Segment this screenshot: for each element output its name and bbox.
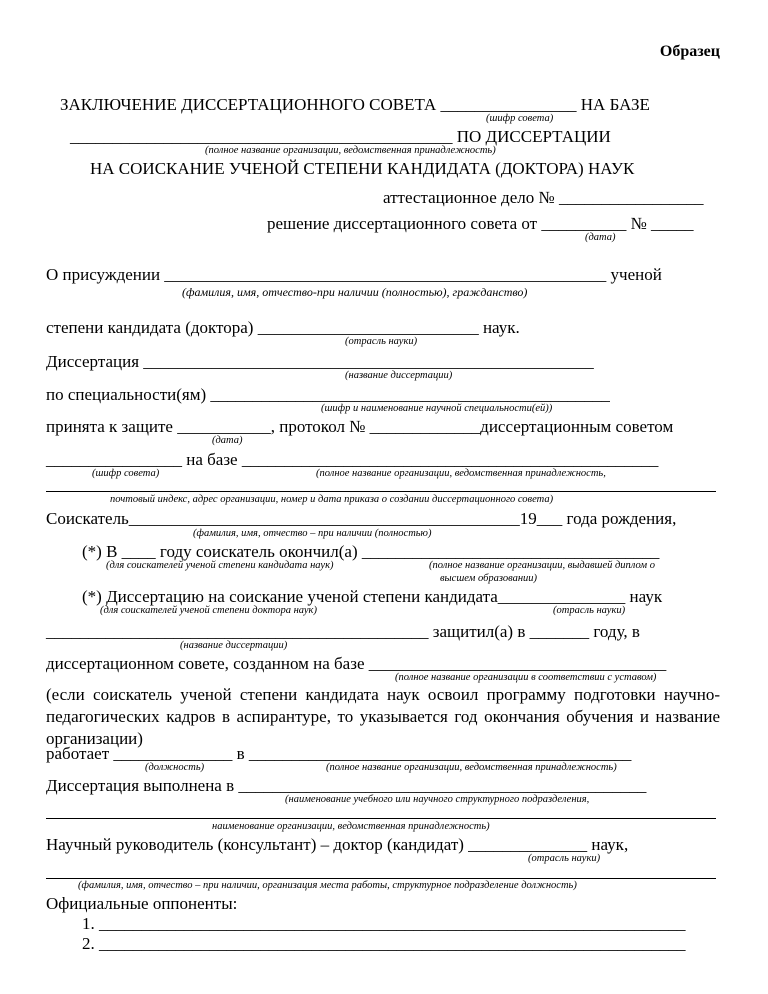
- title-line-2: _____________________________________________ ПО ДИССЕРТАЦИИ: [70, 127, 611, 146]
- caption-specialty: (шифр и наименование научной специальности(ей)): [321, 403, 553, 414]
- caption-science-branch-3: (отрасль науки): [528, 853, 601, 864]
- applicant-line: Соискатель______________________________________________19___ года рождения,: [46, 509, 677, 528]
- caption-dissertation-title: (название диссертации): [345, 370, 453, 381]
- award-line: О присуждении ____________________________________________________ ученой: [46, 265, 662, 284]
- accepted-line: принята к защите ___________, протокол № _____________диссертационным советом: [46, 417, 674, 436]
- works-line: работает ______________ в _____________________________________________: [46, 744, 632, 763]
- caption-diploma-org: (полное название организации, выдавшей диплом о: [429, 560, 655, 571]
- caption-supervisor-details: (фамилия, имя, отчество – при наличии, организация места работы, структурное подразделение должность): [78, 880, 577, 891]
- opponents-heading: Официальные оппоненты:: [46, 894, 238, 913]
- caption-science-branch-2: (отрасль науки): [553, 605, 626, 616]
- divider: [46, 491, 716, 492]
- council-decision-line: решение диссертационного совета от __________ № _____: [267, 214, 694, 233]
- caption-org-charter: (полное название организации в соответствии с уставом): [395, 672, 657, 683]
- caption-higher-education: высшем образовании): [440, 573, 538, 584]
- postgraduate-note-paragraph: (если соискатель ученой степени кандидата наук освоил программу подготовки научно-педагогических кадров в аспирантуре, то указывается год окончания обучения и название организации): [46, 685, 720, 748]
- title-line-3: НА СОИСКАНИЕ УЧЕНОЙ СТЕПЕНИ КАНДИДАТА (ДОКТОРА) НАУК: [90, 159, 635, 178]
- caption-org-name-2: (полное название организации, ведомственная принадлежность,: [316, 468, 606, 479]
- caption-applicant-name: (фамилия, имя, отчество – при наличии (полностью): [193, 528, 432, 539]
- sample-label: Образец: [659, 43, 720, 60]
- caption-org-affiliation: наименование организации, ведомственная принадлежность): [212, 821, 490, 832]
- specialty-line: по специальности(ям) _______________________________________________: [46, 385, 610, 404]
- supervisor-line: Научный руководитель (консультант) – доктор (кандидат) ______________ наук,: [46, 835, 629, 854]
- council-base-line: ________________ на базе _________________________________________________: [46, 450, 659, 469]
- opponent-2-line: 2. _____________________________________________________________________: [82, 934, 686, 953]
- caption-candidate-note: (для соискателей ученой степени кандидата наук): [106, 560, 334, 571]
- caption-org-name-3: (полное название организации, ведомственная принадлежность): [326, 762, 617, 773]
- graduation-line: (*) В ____ году соискатель окончил(а) ___________________________________: [82, 542, 660, 561]
- caption-address-order: почтовый индекс, адрес организации, номер и дата приказа о создании диссертационного совета): [110, 494, 554, 505]
- caption-council-code-2: (шифр совета): [92, 468, 160, 479]
- caption-doctor-note: (для соискателей ученой степени доктора наук): [100, 605, 317, 616]
- caption-org-name: (полное название организации, ведомственная принадлежность): [205, 145, 496, 156]
- dissertation-line: Диссертация _____________________________________________________: [46, 352, 594, 371]
- opponent-1-line: 1. _____________________________________________________________________: [82, 914, 686, 933]
- title-line-1: ЗАКЛЮЧЕНИЕ ДИССЕРТАЦИОННОГО СОВЕТА ________________ НА БАЗЕ: [60, 95, 650, 114]
- caption-dissertation-title-2: (название диссертации): [180, 640, 288, 651]
- caption-accepted-date: (дата): [212, 435, 243, 446]
- divider: [46, 818, 716, 819]
- degree-line: степени кандидата (доктора) __________________________ наук.: [46, 318, 520, 337]
- defended-line: _____________________________________________ защитил(а) в _______ году, в: [46, 622, 640, 641]
- caption-council-code: (шифр совета): [486, 113, 554, 124]
- caption-fullname-citizenship: (фамилия, имя, отчество-при наличии (полностью), гражданство): [182, 285, 528, 299]
- caption-subdivision: (наименование учебного или научного структурного подразделения,: [285, 794, 590, 805]
- divider: [46, 878, 716, 879]
- performed-at-line: Диссертация выполнена в ________________________________________________: [46, 776, 647, 795]
- attestation-case-line: аттестационное дело № _________________: [383, 188, 704, 207]
- caption-date: (дата): [585, 232, 616, 243]
- caption-science-branch: (отрасль науки): [345, 336, 418, 347]
- caption-position: (должность): [145, 762, 205, 773]
- prior-dissertation-line: (*) Диссертацию на соискание ученой степени кандидата_______________ наук: [82, 587, 663, 606]
- council-created-line: диссертационном совете, созданном на базе ___________________________________: [46, 654, 667, 673]
